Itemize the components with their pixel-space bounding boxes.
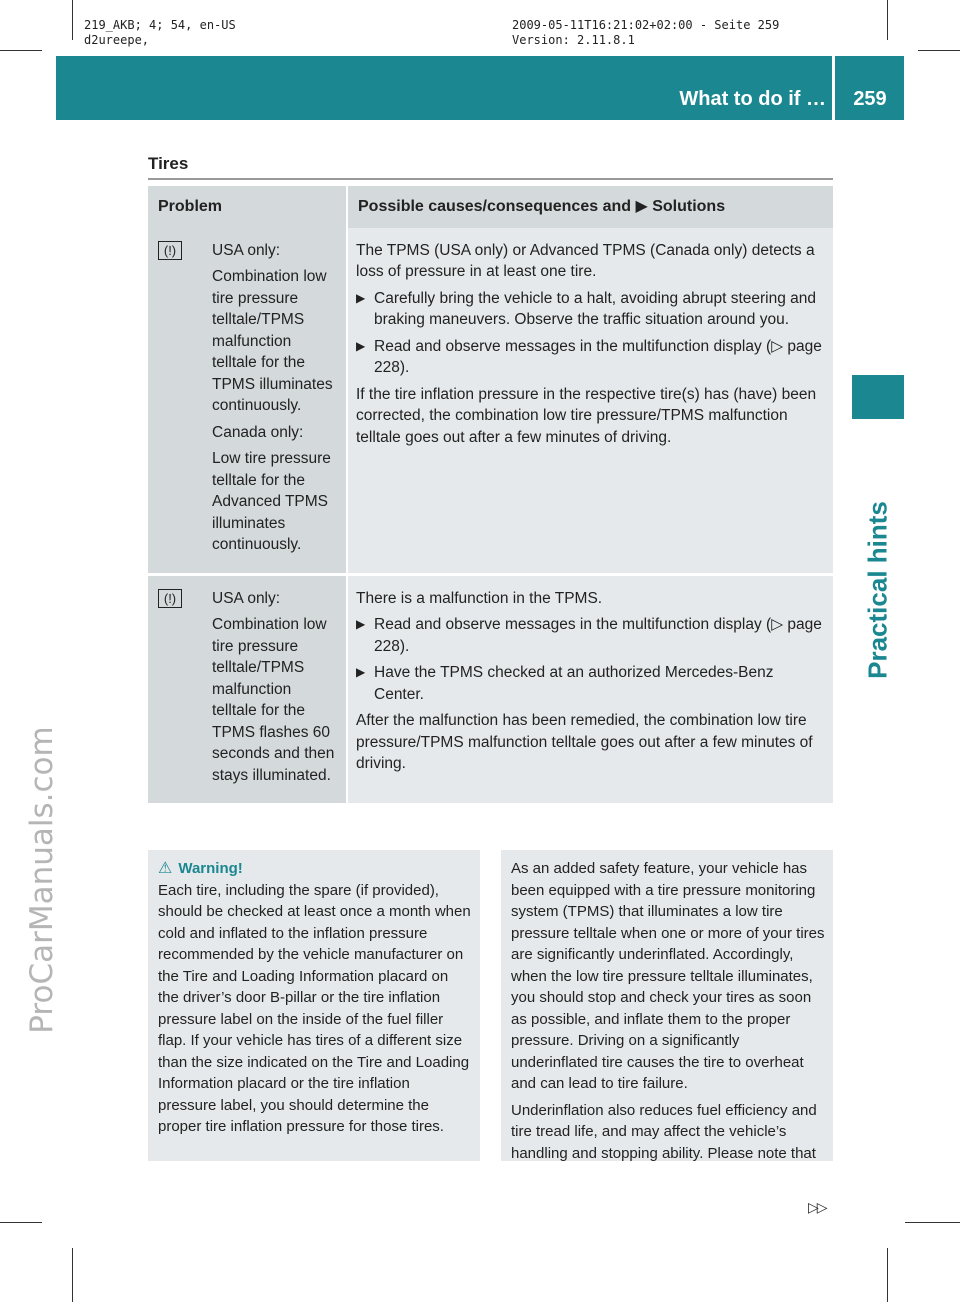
warning-body: Each tire, including the spare (if provided), should be checked at least once a month when cold and inflated to the inflation pressure recommended by the vehicle manufacturer on the Tire and Loading Information placard on the driver’s door B-pillar or the tire inflation pressure label on the inside of the fuel filler flap. If your vehicle has tires of a different size than the size indicated on the Tire and Loading Information placard or the tire inflation pressure label, you should determine the proper tire inflation pressure for those tires. <box>158 881 471 1135</box>
continued-icon: ▷▷ <box>808 1199 826 1215</box>
header-title: What to do if … <box>679 88 826 110</box>
solution-intro: The TPMS (USA only) or Advanced TPMS (Canada only) detects a loss of pressure in at least one tire. <box>356 241 815 280</box>
tpms-warning-icon: (!) <box>158 589 182 608</box>
tpms-warning-icon: (!) <box>158 241 182 260</box>
solution-step <box>356 336 827 379</box>
crop-mark <box>0 1222 42 1223</box>
side-tab-marker <box>852 375 904 419</box>
section-rule <box>148 178 833 180</box>
section-title: Tires <box>148 154 189 173</box>
problem-text: Combination low tire pressure telltale/TPMS malfunction telltale for the TPMS illuminates continuously. <box>212 268 333 414</box>
print-meta-left-line1: 219_AKB; 4; 54, en-US <box>84 18 236 32</box>
solution-cell <box>347 228 833 575</box>
solution-step <box>356 288 827 331</box>
solution-outro: After the malfunction has been remedied, the combination low tire pressure/TPMS malfunction telltale goes out after a few minutes of driving. <box>356 712 813 772</box>
crop-mark <box>0 50 42 51</box>
problem-text: Canada only: <box>212 423 304 441</box>
page-number: 259 <box>853 88 887 110</box>
problem-cell <box>204 228 347 575</box>
warning-triangle-icon: ⚠ <box>158 860 173 877</box>
header-problem: Problem <box>148 186 347 228</box>
solution-intro: There is a malfunction in the TPMS. <box>356 589 603 607</box>
header-solutions: Possible causes/consequences and ▶ Solutions <box>347 186 833 228</box>
step-arrow-icon: ▶ <box>356 290 366 305</box>
solution-outro: If the tire inflation pressure in the respective tire(s) has (have) been corrected, the combination low tire pressure/TPMS malfunction telltale goes out after a few minutes of driving. <box>356 385 817 446</box>
troubleshooting-table <box>148 186 833 803</box>
info-box <box>501 850 833 1161</box>
print-meta-right <box>512 18 779 48</box>
table-row <box>148 228 833 575</box>
problem-cell <box>204 574 347 803</box>
step-arrow-icon: ▶ <box>356 665 366 679</box>
table-row <box>148 574 833 803</box>
print-meta-left-line2: d2ureepe, <box>84 33 150 47</box>
print-meta-right-line1: 2009-05-11T16:21:02+02:00 - Seite 259 <box>512 18 780 32</box>
print-meta-right-line2: Version: 2.11.8.1 <box>512 33 635 47</box>
problem-text: USA only: <box>212 241 281 259</box>
crop-mark <box>72 0 73 40</box>
warning-box <box>148 850 480 1161</box>
warning-title: Warning! <box>178 860 243 877</box>
watermark: ProCarManuals.com <box>24 726 60 1034</box>
step-text: Read and observe messages in the multifunction display (▷ page 228). <box>374 337 822 376</box>
solution-step <box>356 662 827 705</box>
crop-mark <box>887 1248 888 1302</box>
print-meta-left <box>84 18 236 48</box>
table-header-row <box>148 186 833 228</box>
problem-text: Low tire pressure telltale for the Advanced TPMS illuminates continuously. <box>212 450 331 553</box>
info-paragraph: Underinflation also reduces fuel efficiency and tire tread life, and may affect the vehicle’s handling and stopping ability. Please note that <box>511 1101 817 1162</box>
solution-cell <box>347 574 833 803</box>
info-paragraph: As an added safety feature, your vehicle has been equipped with a tire pressure monitoring system (TPMS) that illuminates a low tire pressure telltale when one or more of your tires are significantly underinflated. Accordingly, when the low tire pressure telltale illuminates, you should stop and check your tires as soon as possible, and inflate them to the proper pressure. Driving on a significantly underinflated tire causes the tire to overheat and can lead to tire failure. <box>511 860 825 1092</box>
problem-text: USA only: <box>212 589 281 607</box>
step-arrow-icon: ▶ <box>356 338 366 353</box>
crop-mark <box>905 1222 960 1223</box>
header-separator <box>832 56 835 120</box>
step-text: Carefully bring the vehicle to a halt, avoiding abrupt steering and braking maneuvers. Observe the traffic situation around you. <box>374 289 817 328</box>
crop-mark <box>918 50 960 51</box>
side-tab-label: Practical hints <box>862 501 893 679</box>
crop-mark <box>887 0 888 40</box>
solution-step <box>356 614 827 657</box>
step-text: Read and observe messages in the multifunction display (▷ page 228). <box>374 616 822 655</box>
problem-icon-cell <box>148 228 204 575</box>
warning-heading <box>158 858 472 880</box>
problem-icon-cell <box>148 574 204 803</box>
problem-text: Combination low tire pressure telltale/TPMS malfunction telltale for the TPMS flashes 60 seconds and then stays illuminated. <box>212 616 335 784</box>
step-arrow-icon: ▶ <box>356 617 366 631</box>
crop-mark <box>72 1248 73 1302</box>
step-text: Have the TPMS checked at an authorized Mercedes-Benz Center. <box>374 664 774 703</box>
